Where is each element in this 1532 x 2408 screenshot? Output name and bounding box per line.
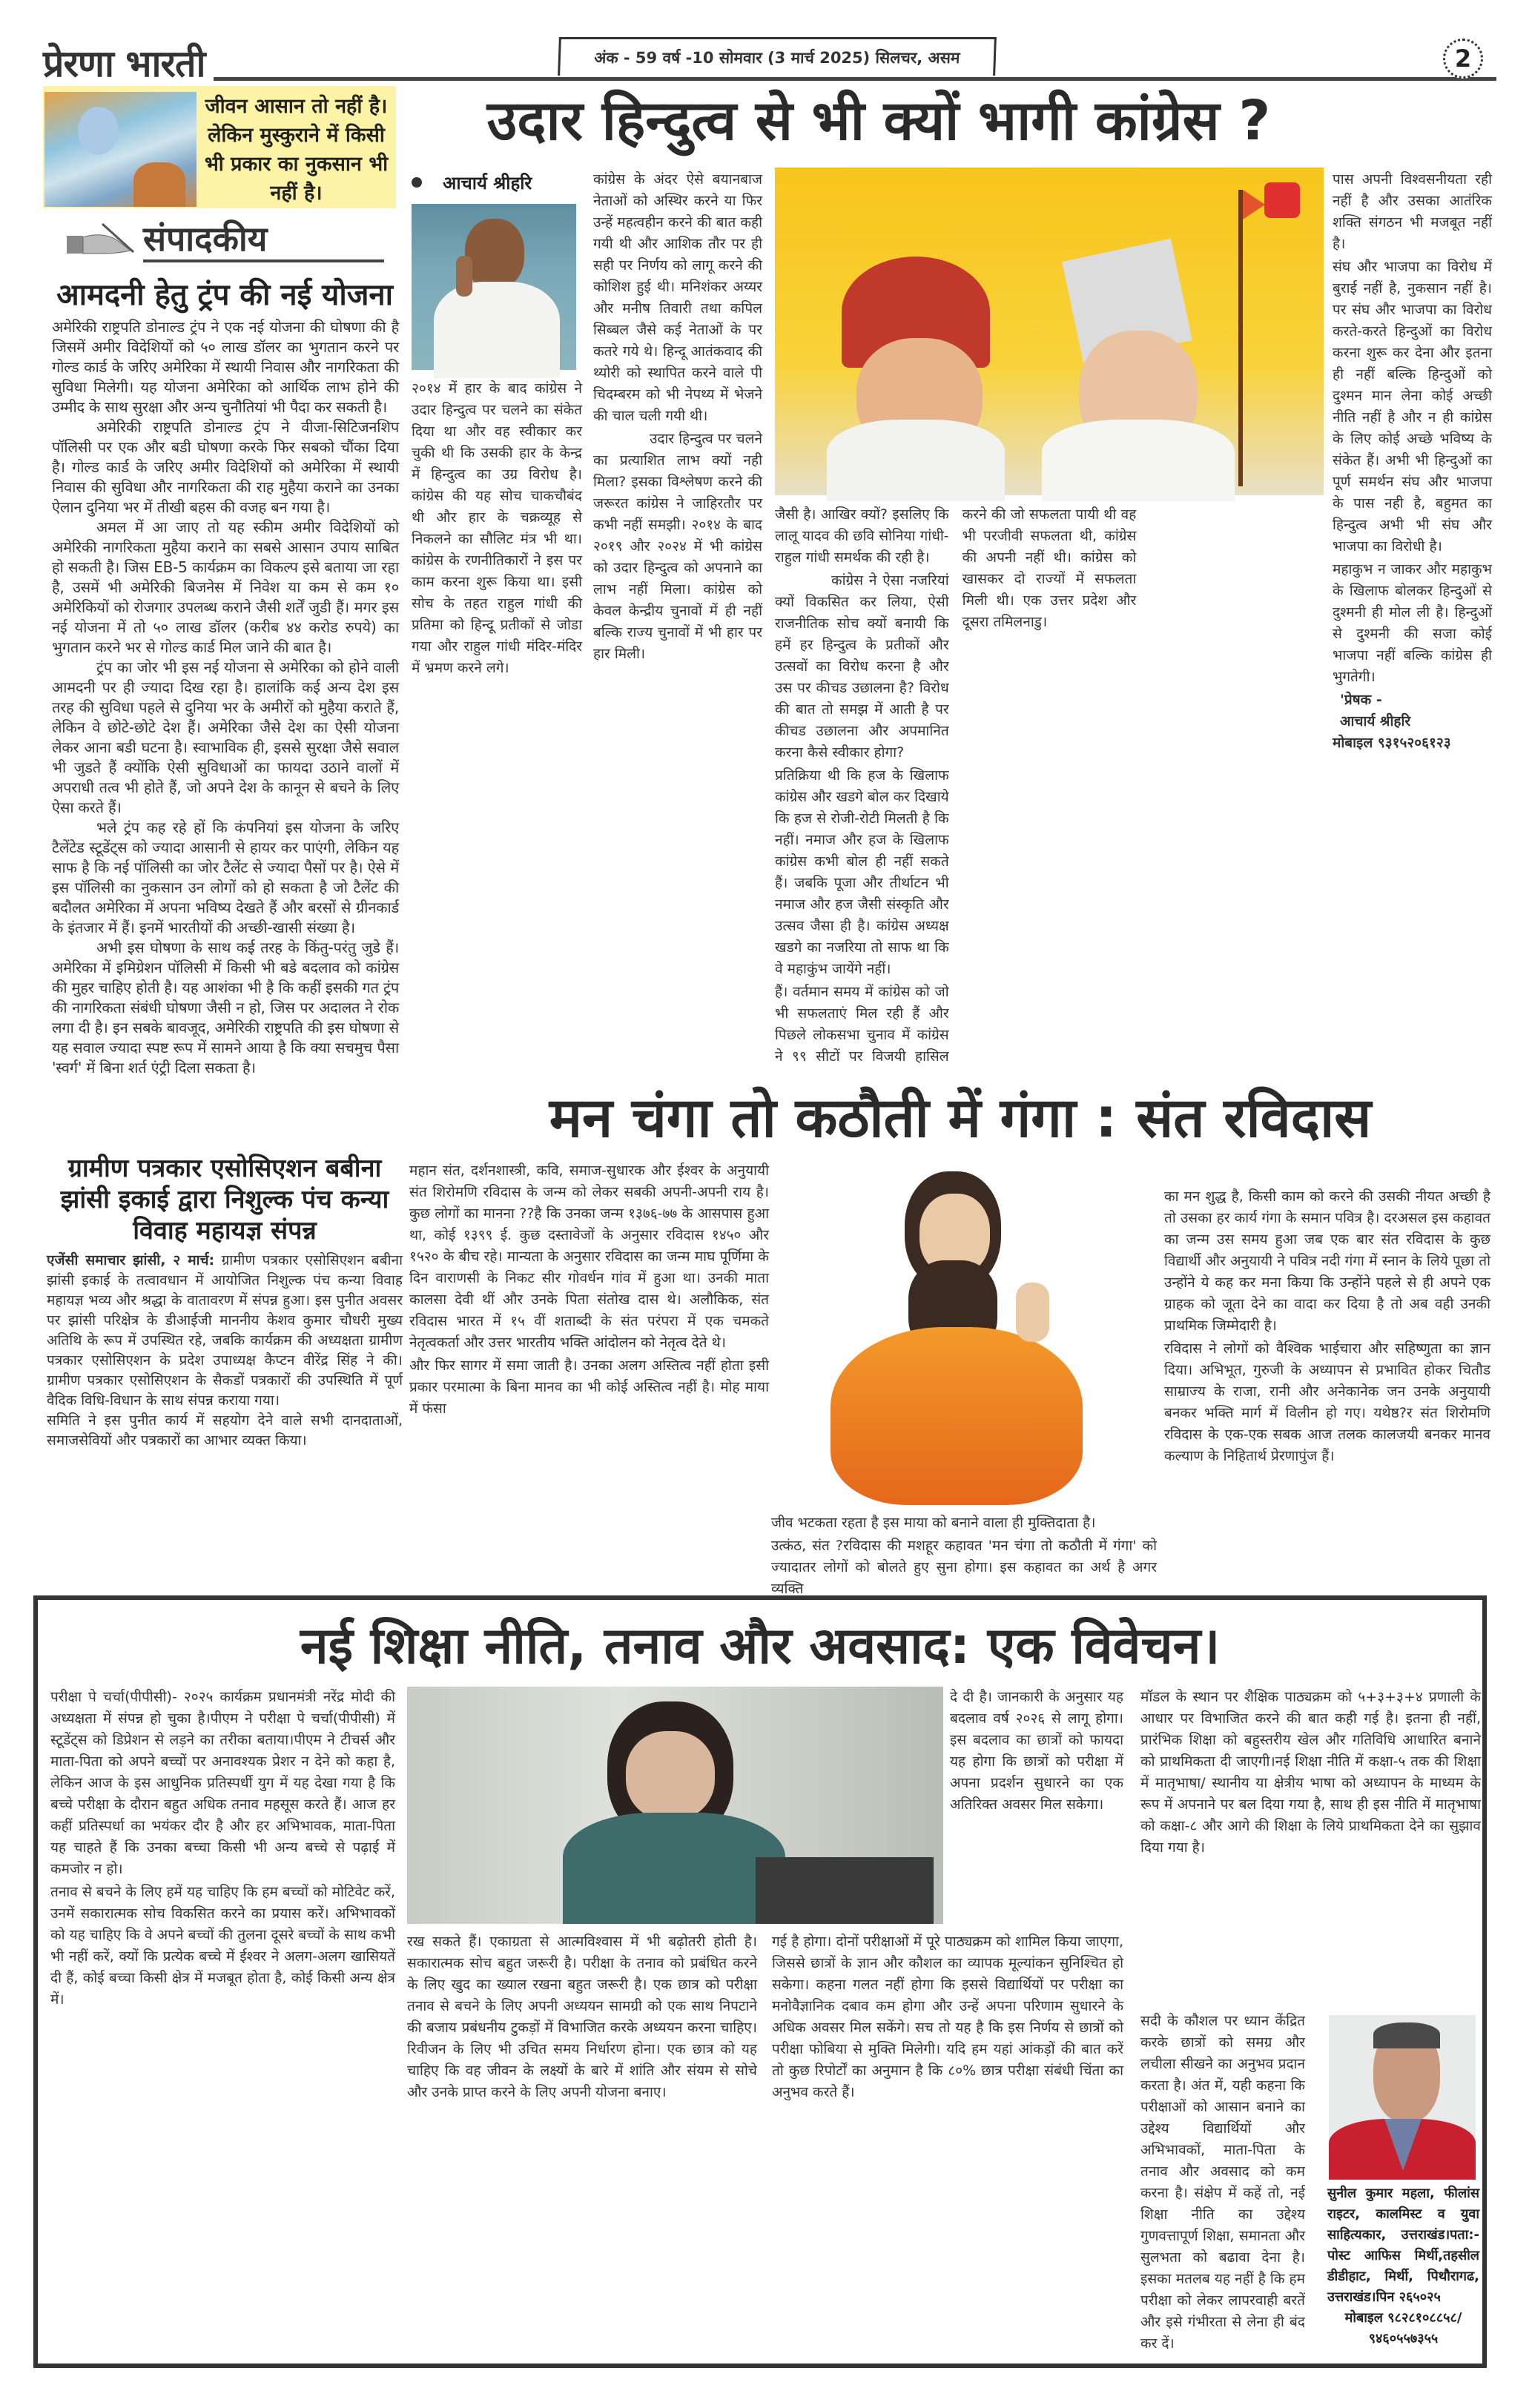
- education-author-photo: [1329, 2015, 1476, 2180]
- sender-name: आचार्य श्रीहरि: [1340, 713, 1411, 730]
- education-col-3: [772, 1931, 1123, 2358]
- paragraph: दे दी है। जानकारी के अनुसार यह बदलाव वर्ष २०२६ से लागू होगा। इस बदलाव का छात्रों को फायदा यह होगा कि छात्रों को परीक्षा में अपना प्रदर्शन सुधारने का एक अतिरिक्त अवसर मिल सकेगा।: [950, 1689, 1123, 1813]
- congress-cartoon-image: [775, 168, 1324, 495]
- ravidas-headline: मन चंगा तो कठौती में गंगा : संत रविदास: [549, 1086, 1372, 1150]
- paragraph: उदार हिन्दुत्व पर चलने का प्रत्याशित लाभ क्यों नही मिला? इसका विश्लेषण करने की जरूरत कांग्रेस ने जाहिरतौर पर कभी नहीं समझी। २०१४ के बाद २०१९ और २०२४ में भी कांग्रेस को उदार हिन्दुत्व को अपनाने का लाभ नहीं मिला। कांग्रेस को केवल केन्द्रीय चुनावों में ही नहीं बल्कि राज्य चुनावों में भी हार पर हार मिली।: [593, 431, 762, 662]
- paragraph: का मन शुद्ध है, किसी काम को करने की उसकी नीयत अच्छी है तो उसका हर कार्य गंगा के समान पवित्र है। दरअसल इस कहावत का जन्म उस समय हुआ जब एक बार संत रविदास के कुछ विद्यार्थी और अनुयायी ने पवित्र नदी गंगा में स्नान के लिये पूछा तो उन्होंने ये कह कर मना किया कि उन्होंने पहले से ही अपने एक ग्राहक को जूता देने का वादा कर दिया है तो अब वही उनकी प्राथमिक जिम्मेदारी है।: [1164, 1188, 1490, 1334]
- education-col-1: [50, 1687, 395, 2358]
- education-col-3-top: [950, 1687, 1123, 1924]
- krishna-arjuna-image: [44, 92, 197, 207]
- paragraph: मॉडल के स्थान पर शैक्षिक पाठ्यक्रम को ५+३+३+४ प्रणाली के आधार पर विभाजित करने की बात कही गई है। इतना ही नहीं, प्रारंभिक शिक्षा को बहुस्तरीय खेल और गतिविधि आधारित बनाने को प्राथमिकता दी जाएगी।नई शिक्षा नीति में कक्षा-५ तक की शिक्षा में मातृभाषा/ स्थानीय या क्षेत्रीय भाषा को अध्यापन के माध्यम के रूप में अपनाने पर बल दिया गया है, साथ ही इस नीति में मातृभाषा को कक्षा-८ और आगे की शिक्षा के लिये प्राथमिकता देने का सुझाव दिया गया है।: [1140, 1689, 1481, 1856]
- paragraph: अमल में आ जाए तो यह स्कीम अमीर विदेशियों को अमेरिकी नागरिकता मुहैया कराने का सबसे आसान उपाय साबित हो सकती है। जिस EB-5 कार्यक्रम का विकल्प इसे बताया जा रहा है, उसमें भी अमेरिकी बिजनेस में निवेश या कम से कम १० अमेरिकियों को रोजगार उपलब्ध कराने जैसी शर्तें जुडी हैं। मगर इस नई योजना में तो ५० लाख डॉलर (करीब ४४ करोड रुपये) का भुगतान करने भर से गोल्ड कार्ड मिल जाने की बात है।: [52, 518, 399, 656]
- page-number-badge: [1443, 39, 1483, 79]
- paragraph: महान संत, दर्शनशास्त्री, कवि, समाज-सुधारक और ईश्वर के अनुयायी संत शिरोमणि रविदास के जन्म को लेकर सबकी अपनी-अपनी राय है। कुछ लोगों का मानना ??है कि उनका जन्म १३७६-७७ के आसपास हुआ था, कोई १३९९ ई. कुछ दस्तावेजों के अनुसार रविदास १४५० और १५२० के बीच रहे। मान्यता के अनुसार रविदास का जन्म माघ पूर्णिमा के दिन वाराणसी के निकट सीर गोवर्धन गांव में हुआ था। उनकी माता कालसा देवी थीं और उनके पिता संतोख दास थे। अलौकिक, संत रविदास भारत में १५ वीं शताब्दी के संत परंपरा में एक चमकते नेतृत्वकर्ता और उत्तर भारतीय भक्ति आंदोलन को नेतृत्व देते थे।: [409, 1162, 769, 1351]
- editorial-headline: आमदनी हेतु ट्रंप की नई योजना: [56, 278, 393, 312]
- education-headline: नई शिक्षा नीति, तनाव और अवसाद: एक विवेचन।: [300, 1617, 1221, 1676]
- paragraph: प्रतिक्रिया थी कि हज के खिलाफ कांग्रेस और खडगे बोल कर दिखाये कि हज से रोजी-रोटी मिलती है कि नहीं। नमाज और हज के खिलाफ कांग्रेस कभी बोल ही नहीं सकते हैं। जबकि पूजा और तीर्थाटन भी नमाज और हज जैसी संस्कृति और उत्सव जैसा ही है। कांग्रेस अध्यक्ष खडगे का नजरिया तो साफ था कि वे महाकुंभ जायेंगे नहीं।: [775, 767, 949, 977]
- sender-mobile: मोबाइल ९३१५२०६१२३: [1333, 735, 1451, 751]
- ravidas-left-col: [409, 1160, 769, 1575]
- dateline: एजेंसी समाचार झांसी, २ मार्च:: [47, 1252, 215, 1268]
- paragraph: ट्रंप का जोर भी इस नई योजना से अमेरिका को होने वाली आमदनी पर ही ज्यादा दिख रहा है। हालांकि कई अन्य देश इस तरह की सुविधा पहले से दुनिया भर के अमीरों को मुहैया कराते हैं, लेकिन वे छोटे-छोटे देश हैं। अमेरिका जैसे देश का ऐसी योजना लेकर आना बडी घटना है। स्वाभाविक ही, इससे सुरक्षा जैसे सवाल भी जुडते हैं क्योंकि ऐसी सुविधाओं का फायदा उठाने वालों में अपराधी तत्व भी होते हैं, जो अपने देश के कानून से बचने के लिए ऐसा करते हैं।: [52, 658, 399, 816]
- editorial-rule: [143, 259, 384, 262]
- paragraph: पास अपनी विश्वसनीयता रही नहीं है और उसका आतंरिक शक्ति संगठन भी मजबूत नहीं है।: [1333, 171, 1492, 252]
- paragraph: भले ट्रंप कह रहे हों कि कंपनियां इस योजना के जरिए टैलेंटेड स्टूडेंट्स को ज्यादा आसानी से हायर कर पाएंगी, लेकिन यह साफ है कि नई पॉलिसी का जोर टैलेंट से ज्यादा पैसों पर है। ऐसे में इस पॉलिसी का नुकसान उन लोगों को हो सकता है जो टैलेंट की बदौलत अमेरिका में अपना भविष्य देखते हैं और बरसों से ग्रीनकार्ड के इंतजार में हैं। इनमें भारतीयों की अच्छी-खासी संख्या है।: [52, 818, 399, 936]
- paragraph: संघ और भाजपा का विरोध में बुराई नहीं है, नुकसान नहीं है। पर संघ और भाजपा का विरोध करते-करते हिन्दुओं का विरोध करना शुरू कर देना और इतना ही नहीं बल्कि हिन्दुओं को दुश्मन मान लेना कोई अच्छी नीति नहीं है और न ही कांग्रेस के लिए कोई अच्छे भविष्य के संकेत हैं। अभी भी हिन्दुओं का पूर्ण समर्थन संघ और भाजपा के पास नही है, बहुमत का हिन्दुत्व अभी भी संघ और भाजपा का विरोधी है।: [1333, 259, 1492, 555]
- issue-info: अंक - 59 वर्ष -10 सोमवार (3 मार्च 2025) सिलचर, असम: [594, 48, 960, 67]
- newspaper-title: प्रेरणा भारती: [43, 42, 205, 85]
- paragraph: महाकुभ न जाकर और महाकुभ के खिलाफ बोलकर हिन्दुओं से दुश्मनी ही मोल ली है। हिन्दुओं से दुश्मनी की सजा कोई भाजपा नहीं बल्कि कांग्रेस ही भुगतेगी।: [1333, 561, 1492, 685]
- pen-hand-icon: [65, 221, 136, 257]
- education-col-4-bottom: [1140, 2011, 1305, 2358]
- caption-line: उत्कंठ, संत ?रविदास की मशहूर कहावत 'मन चंगा तो कठौती में गंगा' को ज्यादातर लोगों को बोलते हुए सुना होगा। इस कहावत का अर्थ है अगर व्यक्ति: [771, 1538, 1157, 1597]
- rural-news-headline: ग्रामीण पत्रकार एसोसिएशन बबीना झांसी इकाई द्वारा निशुल्क पंच कन्या विवाह महायज्ञ संपन्न: [60, 1154, 389, 1246]
- author-mobile: मोबाइल ९८२८१०८८५८/ ९४६०५५७३५५: [1344, 2310, 1462, 2346]
- education-col-2: [407, 1931, 757, 2358]
- editorial-body: [52, 317, 399, 1078]
- stressed-student-image: [407, 1687, 943, 1924]
- paragraph: २०१४ में हार के बाद कांग्रेस ने उदार हिन्दुत्व पर चलने का संकेत दिया था और वह स्वीकार कर चुकी थी कि उसकी हार के केन्द्र में हिन्दुत्व का उग्र विरोध है। कांग्रेस की यह सोच चाकचौबंद थी और हार के चक्रव्यूह से निकलने का सौलिट मंत्र भी था। कांग्रेस के रणनीतिकारों ने इस पर काम करना शुरू किया था। इसी सोच के तहत राहुल गांधी की प्रतिमा को हिन्दू प्रतीकों से जोडा गया और राहुल गांधी मंदिर-मंदिर में भ्रमण करने लगे।: [412, 380, 582, 676]
- page-number: 2: [1454, 44, 1472, 73]
- paragraph: कांग्रेस के अंदर ऐसे बयानबाज नेताओं को अस्थिर करने या फिर उन्हें महत्वहीन करने की बात कही गयी थी और आशिक तौर पर ही सही पर निर्णय को लागू करने की कोशिश हुई थी। मनिशंकर अय्यर और मनीष तिवारी तथा कपिल सिब्बल जैसे कई नेताओं के पर कतरे गये थे। हिन्दू आतंकवाद की थ्योरी को स्थापित करने वाले पी चिदम्बरम को भी नेपथ्य में भेजने की चाल चली गयी थी।: [593, 171, 762, 424]
- issue-info-box: [558, 37, 997, 76]
- paragraph: [47, 1251, 403, 1411]
- paragraph: और फिर सागर में समा जाती है। उनका अलग अस्तित्व नहीं होता इसी प्रकार परमात्मा के बिना मानव का भी कोई अस्तित्व नहीं है। मोह माया में फंसा: [409, 1357, 769, 1417]
- editorial-label: संपादकीय: [143, 219, 268, 259]
- education-col-4-top: [1140, 1687, 1481, 2005]
- paragraph: समिति ने इस पुनीत कार्य में सहयोग देने वाले सभी दानदाताओं, समाजसेवियों और पत्रकारों का आभार व्यक्त किया।: [47, 1412, 403, 1449]
- masthead: [43, 37, 1496, 83]
- bullet-icon: [412, 177, 422, 188]
- caption-line: जीव भटकता रहता है इस माया को बनाने वाला ही मुक्तिदाता है।: [771, 1515, 1096, 1531]
- ravidas-image-caption: [771, 1512, 1157, 1597]
- author-name: आचार्य श्रीहरि: [443, 172, 532, 194]
- rural-news-article: [43, 1153, 406, 1451]
- paragraph: जैसी है। आखिर क्यों? इसलिए कि लालू यादव की छवि सोनिया गांधी-राहुल गांधी समर्थक की रही है।: [775, 506, 949, 566]
- main-headline: उदार हिन्दुत्व से भी क्यों भागी कांग्रेस ?: [486, 89, 1271, 153]
- paragraph: तनाव से बचने के लिए हमें यह चाहिए कि हम बच्चों को मोटिवेट करें, उनमें सकारात्मक सोच विकसित करने का प्रयास करें। अभिभावकों को यह चाहिए कि वे अपने बच्चों की तुलना दूसरे बच्चों के साथ कभी भी नहीं करें, क्यों कि प्रत्येक बच्चे में ईश्वर ने अलग-अलग खासियतें दी हैं, कोई बच्चा किसी क्षेत्र में मजबूत होता है, कोई किसी अन्य क्षेत्र में।: [50, 1884, 395, 2008]
- congress-cols-under-image: [775, 504, 1324, 1068]
- channel-logo: [1264, 182, 1300, 218]
- ravidas-right-col: [1164, 1186, 1490, 1575]
- paragraph: गई है होगा। दोनों परीक्षाओं में पूरे पाठ्यक्रम को शामिल किया जाएगा, जिससे छात्रों के ज्ञान और कौशल का व्यापक मूल्यांकन सुनिश्चित हो सकेगा। कहना गलत नहीं होगा कि इससे विद्यार्थियों पर परीक्षा का मनोवैज्ञानिक दबाव कम होगा और उन्हें अपना परिणाम सुधारने के अधिक अवसर मिल सकेंगे। सच तो यह है कि इस निर्णय से छात्रों को परीक्षा फोबिया से मुक्ति मिलेगी। यदि हम यहां आंकड़ों की बात करें तो कुछ रिपोर्टों का अनुमान है कि ८०% छात्र परीक्षा संबंधी चिंता का अनुभव करते हैं।: [772, 1934, 1123, 2100]
- education-author-caption: [1327, 2183, 1479, 2349]
- paragraph: अमेरिकी राष्ट्रपति डोनाल्ड ट्रंप ने वीजा-सिटिजनशिप पॉलिसी पर एक और बडी घोषणा करके फिर सबको चौंका दिया है। गोल्ड कार्ड के जरिए अमीर विदेशियों को अमेरिका में स्थायी निवास की सुविधा और नागरिकता की राह मुहैया कराने का उनका ऐलान दुनिया भर में तीखी बहस की वजह बन गया है।: [52, 418, 399, 516]
- congress-col-b: [593, 169, 762, 1068]
- author-photo: [412, 204, 576, 370]
- paragraph: कांग्रेस ने ऐसा नजरियां क्यों विकसित कर लिया, ऐसी राजनीतिक सोच क्यों बनायी कि हमें हर हिन्दुत्व के प्रतीकों और उत्सवों का विरोध करना है और उस पर कीचड उछालना है? विरोध की बात तो समझ में आती है पर कीचड उछालना और अपमानित करना कैसे स्वीकार होगा?: [775, 572, 949, 761]
- congress-col-a: [412, 378, 582, 1068]
- quote-text: जीवन आसान तो नहीं है। लेकिन मुस्कुराने में किसी भी प्रकार का नुकसान भी नहीं है।: [204, 95, 389, 205]
- author-byline: [412, 169, 586, 196]
- author-caption-text: सुनील कुमार महला, फीलांस राइटर, कालमिस्ट व युवा साहित्यकार, उत्तराखंड।पता:- पोस्ट आफिस मिर्थी,तहसील डीडीहाट, मिर्थी, पिथौरागढ, उत्तराखंड।पिन २६५०२५: [1327, 2186, 1479, 2305]
- paragraph-text: ग्रामीण पत्रकार एसोसिएशन बबीना झांसी इकाई के तत्वावधान में आयोजित निशुल्क पंच कन्या विवाह महायज्ञ भव्य और श्रद्धा के वातावरण में संपन्न हुआ। इस पुनीत अवसर पर झांसी परिक्षेत्र के डीआईजी माननीय केशव कुमार चौधरी मुख्य अतिथि के रूप में उपस्थित रहे, जबकि कार्यक्रम की अध्यक्षता ग्रामीण पत्रकार एसोसिएशन के प्रदेश उपाध्यक्ष कैप्टन वीरेंद्र सिंह ने की। ग्रामीण पत्रकार एसोसिएशन के सैकडों पत्रकारों की उपस्थिति में पूर्ण वैदिक विधि-विधान के साथ संपन्न कराया गया।: [47, 1252, 403, 1409]
- paragraph: अमेरिकी राष्ट्रपति डोनाल्ड ट्रंप ने एक नई योजना की घोषणा की है जिसमें अमीर विदेशियों को ५० लाख डॉलर का भुगतान करने पर गोल्ड कार्ड के जरिए अमेरिका में स्थायी निवास और नागरिकता की सुविधा मिलेगी। यह योजना अमेरिका को आर्थिक लाभ होने की उम्मीद के साथ सुरक्षा और अन्य चुनौतियां भी पैदा कर सकती है।: [52, 318, 399, 416]
- sant-ravidas-image: [786, 1164, 1142, 1505]
- paragraph: अभी इस घोषणा के साथ कई तरह के किंतु-परंतु जुडे हैं। अमेरिका में इमिग्रेशन पॉलिसी में किसी भी बडे बदलाव को कांग्रेस की मुहर चाहिए होती है। यह आशंका भी है कि कहीं इसकी गत ट्रंप की नागरिकता संबंधी घोषणा जैसी न हो, जिस पर अदालत ने रोक लगा दी है। इन सबके बावजूद, अमेरिकी राष्ट्रपति की इस घोषणा से यह सवाल ज्यादा स्पष्ट रूप में सामने आया है कि क्या सचमुच पैसा 'स्वर्ग' में बिना शर्त एंट्री दिला सकता है।: [52, 939, 399, 1076]
- paragraph: हैं। वर्तमान समय में कांग्रेस को जो भी सफलताएं मिल रही हैं और पिछले लोकसभा चुनाव में कांग्रेस ने ९९ सीटों पर विजयी हासिल करने की जो सफलता पायी थी वह भी परजीवी सफलता थी, कांग्रेस की अपनी नहीं थी। कांग्रेस को खासकर दो राज्यों में सफलता मिली थी। एक उत्तर प्रदेश और दूसरा तमिलनाडु।: [775, 506, 1137, 1065]
- paragraph: सदी के कौशल पर ध्यान केंद्रित करके छात्रों को समग्र और लचीला सीखने का अनुभव प्रदान करता है। अंत में, यही कहना कि परीक्षाओं को आसान बनाने का उद्देश्य विद्यार्थियों और अभिभावकों, माता-पिता के तनाव और अवसाद को कम करना है। संक्षेप में कहें तो, नई शिक्षा नीति का उद्देश्य गुणवत्तापूर्ण शिक्षा, समानता और सुलभता को बढावा देना है। इसका मतलब यह नहीं है कि हम परीक्षा को लेकर लापरवाही बरतें और इसे गंभीरता से लेना ही बंद कर दें।: [1140, 2013, 1305, 2352]
- sender-label: 'प्रेषक -: [1340, 692, 1382, 708]
- rural-news-body: [47, 1251, 403, 1451]
- paragraph: परीक्षा पे चर्चा(पीपीसी)- २०२५ कार्यक्रम प्रधानमंत्री नरेंद्र मोदी की अध्यक्षता में संपन्न हो चुका है।पीएम ने परीक्षा पे चर्चा(पीपीसी) में स्टूडेंट्स को डिप्रेशन से लड़ने का तरीका बताया।पीएम ने टीचर्स और माता-पिता को अपने बच्चों पर अनावश्यक प्रेशर न देने को कहा है, लेकिन आज के इस आधुनिक प्रतिस्पर्धी युग में यह देखा गया है कि बच्चे परीक्षा के दौरान बहुत अधिक तनाव महसूस करते हैं। आज हर कहीं प्रतिस्पर्धा का भयंकर दौर है और हर अभिभावक, माता-पिता यह चाहते हैं कि उनका बच्चा किसी भी अन्य बच्चे से पढ़ाई में कमजोर न हो।: [50, 1689, 395, 1877]
- paragraph: रख सकते हैं। एकाग्रता से आत्मविश्वास में भी बढ़ोतरी होती है। सकारात्मक सोच बहुत जरूरी है। परीक्षा के तनाव को प्रबंधित करने के लिए खुद का ख्याल रखना बहुत जरूरी है। एक छात्र को परीक्षा तनाव से बचने के लिए अपनी अध्ययन सामग्री को एक साथ निपटाने की बजाय प्रबंधनीय टुकड़ों में विभाजित करके अध्ययन करना चाहिए। रिवीजन के लिए भी उचित समय निर्धारण होना। एक छात्र को यह चाहिए कि वह जीवन के लक्ष्यों के बारे में शांति और संयम से सोचे और उनके प्राप्त करने के लिए अपनी योजना बनाए।: [407, 1934, 757, 2100]
- masthead-rule: [214, 77, 1496, 81]
- congress-col-f: [1333, 169, 1492, 1068]
- paragraph: रविदास ने लोगों को वैश्विक भाईचारा और सहिष्णुता का ज्ञान दिया। अभिभूत, गुरुजी के अध्यापन से प्रभावित होकर चितौड साम्राज्य के राजा, रानी और अनेकानेक जन उनके अनुयायी बनकर भक्ति मार्ग में विलीन हो गए। यथेष्ठ?र संत शिरोमणि रविदास के एक-एक सबक आज तलक कालजयी बनकर मानव कल्याण के निहितार्थ प्रेरणापुंज हैं।: [1164, 1340, 1490, 1464]
- quote-box: [43, 86, 396, 208]
